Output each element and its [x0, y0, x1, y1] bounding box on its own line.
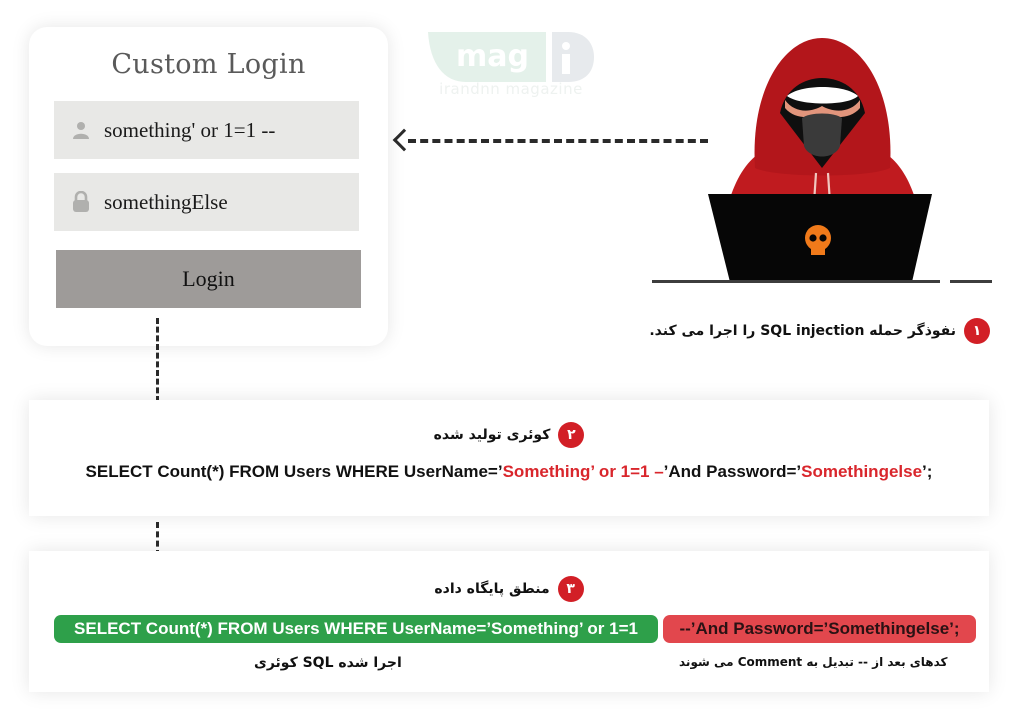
sql-part: SELECT Count(*) FROM Users WHERE UserName=’ [85, 462, 503, 481]
lock-icon [72, 191, 90, 213]
commented-sql-pill: --’And Password=’Somethingelse’; [663, 615, 976, 643]
password-value: somethingElse [104, 189, 228, 214]
sql-part: ’And Password=’ [663, 462, 802, 481]
executed-caption: اجرا شده SQL کوئری [254, 655, 402, 671]
watermark-logo [426, 28, 596, 98]
magid-logo-icon [426, 28, 596, 84]
step-2-text: کوئری تولید شده [433, 427, 551, 443]
database-logic-card [29, 551, 989, 692]
user-icon [72, 121, 90, 139]
step-1-text: نفوذگر حمله SQL injection را اجرا می کند. [649, 323, 956, 339]
hacker-illustration [650, 28, 995, 290]
arrow-left-icon [393, 129, 416, 152]
step-2-badge: ۲ [558, 422, 584, 448]
generated-query-card [29, 400, 989, 516]
step-3-label [29, 576, 989, 602]
executed-sql-pill: SELECT Count(*) FROM Users WHERE UserName=’Something’ or 1=1 [54, 615, 658, 643]
username-value: something' or 1=1 -- [104, 117, 276, 142]
step-3-badge: ۳ [558, 576, 584, 602]
step-3-text: منطق پایگاه داده [434, 581, 550, 597]
login-title: Custom Login [111, 49, 306, 80]
sql-password-part: Somethingelse [801, 462, 923, 481]
sql-injected-part: Something’ or 1=1 – [502, 462, 664, 481]
login-card [29, 27, 388, 346]
login-button[interactable]: Login [56, 250, 361, 308]
step-2-label [29, 422, 989, 448]
username-field[interactable] [54, 101, 359, 159]
step-1-label [649, 318, 990, 344]
generated-sql-query [29, 462, 989, 482]
password-field[interactable] [54, 173, 359, 231]
commented-caption: کدهای بعد از -- تبدیل به Comment می شوند [679, 655, 948, 669]
step-1-badge: ۱ [964, 318, 990, 344]
sql-part: ’; [922, 462, 933, 481]
watermark-tagline: irandnn magazine [439, 80, 583, 98]
svg-text:mag: mag [456, 39, 529, 74]
